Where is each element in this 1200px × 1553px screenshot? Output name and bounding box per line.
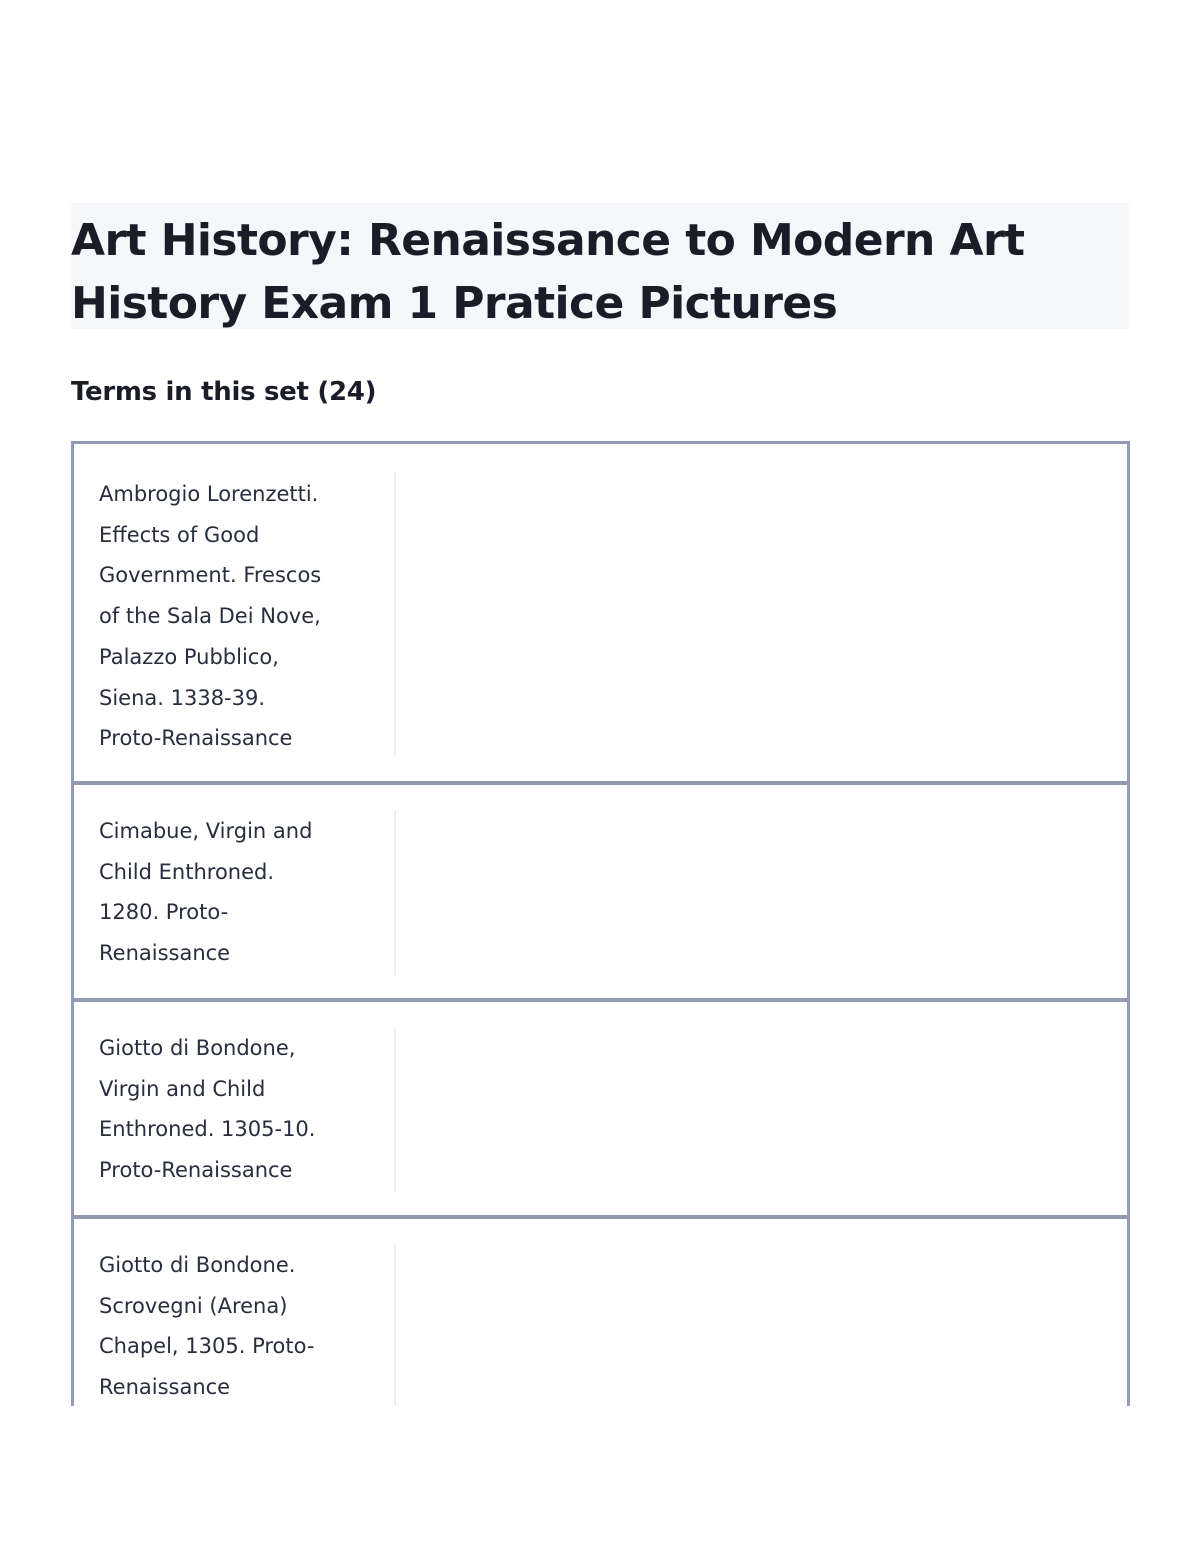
- term-card: [71, 998, 1130, 1215]
- term-text: Ambrogio Lorenzetti. Effects of Good Government. Frescos of the Sala Dei Nove, Palazzo Pubblico, Siena. 1338-39. Proto-Renaissance: [99, 482, 322, 751]
- term-divider: [394, 810, 396, 975]
- term-text: Giotto di Bondone. Scrovegni (Arena) Chapel, 1305. Proto- Renaissance: [99, 1253, 315, 1400]
- term-card: [71, 1215, 1130, 1406]
- page-title: [71, 209, 1129, 335]
- page-title-line-2: History Exam 1 Pratice Pictures: [71, 278, 838, 329]
- page-title-line-1: Art History: Renaissance to Modern Art: [71, 215, 1025, 266]
- term-divider: [394, 1244, 396, 1406]
- terms-list: [71, 441, 1130, 1406]
- title-banner: [71, 203, 1129, 329]
- term-divider: [394, 1027, 396, 1192]
- term-divider: [394, 472, 396, 757]
- term-text: Giotto di Bondone, Virgin and Child Enthroned. 1305-10. Proto-Renaissance: [99, 1036, 316, 1183]
- term-card: [71, 781, 1130, 998]
- terms-count-heading: Terms in this set (24): [71, 377, 377, 407]
- term-text: Cimabue, Virgin and Child Enthroned. 1280. Proto- Renaissance: [99, 819, 313, 966]
- term-card: [71, 441, 1130, 781]
